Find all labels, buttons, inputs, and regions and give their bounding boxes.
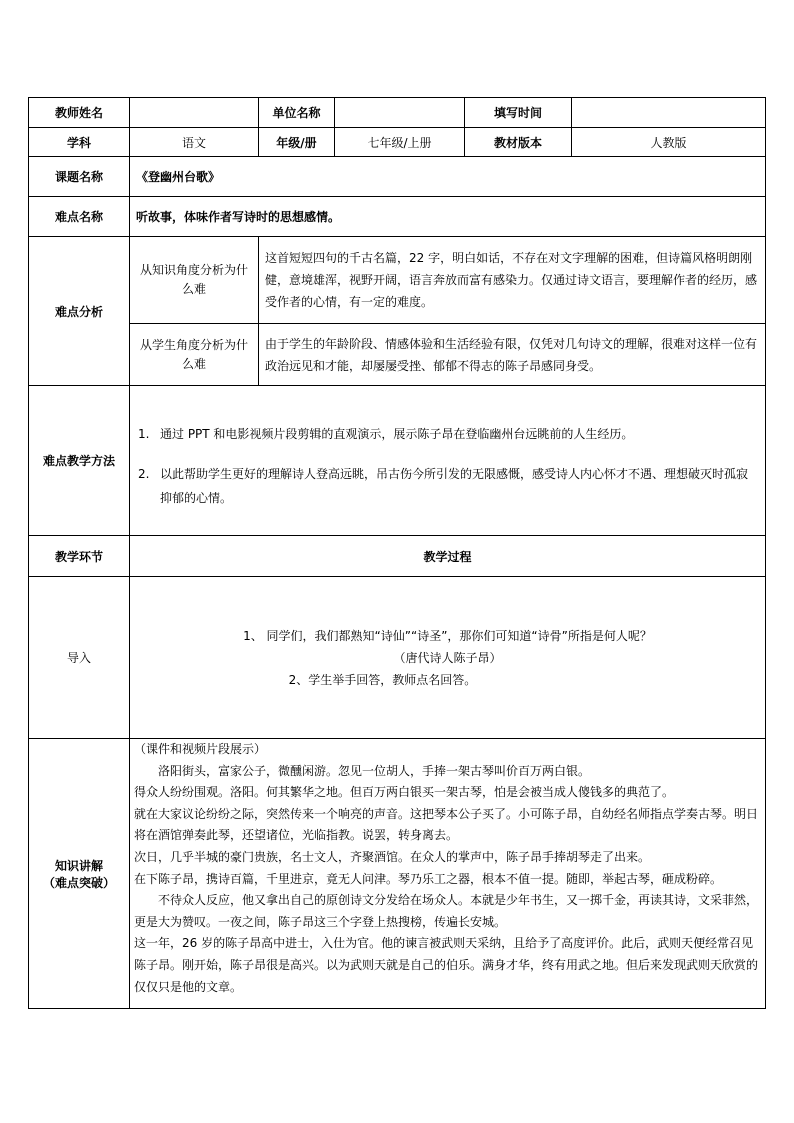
story-paragraph: （课件和视频片段展示） xyxy=(134,742,267,756)
intro-row xyxy=(29,577,766,739)
story-paragraph: 不待众人反应，他又拿出自己的原创诗文分发给在场众人。本就是少年书生，又一掷千金，再读其诗，文采菲然，更是大为赞叹。一夜之间，陈子昂这三个字登上热搜榜，传遍长安城。 xyxy=(134,893,759,929)
knowledge-label-line-2: （难点突破） xyxy=(42,875,115,890)
knowledge-row xyxy=(29,739,766,1009)
story-paragraph: 得众人纷纷围观。洛阳。何其繁华之地。但百万两白银买一架古琴，怕是会被当成人傻钱多的典范了。 xyxy=(134,785,675,800)
method-item xyxy=(138,422,757,446)
difficulty-row xyxy=(29,197,766,237)
knowledge-angle-text: 这首短短四句的千古名篇，22 字，明白如话，不存在对文字理解的困难，但诗篇风格明朗刚健，意境雄浑，视野开阔，语言奔放而富有感染力。仅通过诗文语言，要理解作者的经历，感受作者的心情，有一定的难度。 xyxy=(259,237,766,324)
intro-content xyxy=(130,577,766,739)
teacher-name-label: 教师姓名 xyxy=(29,98,130,128)
difficulty-value: 听故事，体味作者写诗时的思想感情。 xyxy=(130,197,766,237)
process-header: 教学过程 xyxy=(130,536,766,577)
grade-value: 七年级/上册 xyxy=(335,128,465,157)
edition-label: 教材版本 xyxy=(465,128,572,157)
knowledge-angle-label: 从知识角度分析为什么难 xyxy=(130,237,259,324)
method-item-number: 1. xyxy=(138,426,150,441)
method-item xyxy=(138,462,757,510)
student-angle-label: 从学生角度分析为什么难 xyxy=(130,324,259,386)
knowledge-label xyxy=(29,739,130,1009)
subject-value: 语文 xyxy=(130,128,259,157)
story-paragraph: 这一年，26 岁的陈子昂高中进士，入仕为官。他的谏言被武则天采纳，且给予了高度评价。此后，武则天便经常召见陈子昂。刚开始，陈子昂很是高兴。以为武则天就是自己的伯乐。满身才华，终有用武之地。但后来发现武则天欣赏的仅仅只是他的文章。 xyxy=(134,936,759,994)
method-item-text: 通过 PPT 和电影视频片段剪辑的直观演示，展示陈子昂在登临幽州台远眺前的人生经历。 xyxy=(160,426,634,441)
unit-name-value xyxy=(335,98,465,128)
header-row-2 xyxy=(29,128,766,157)
topic-label: 课题名称 xyxy=(29,157,130,197)
intro-label: 导入 xyxy=(29,577,130,739)
method-item-number: 2. xyxy=(138,466,150,481)
analysis-row-knowledge xyxy=(29,237,766,324)
header-row-1 xyxy=(29,98,766,128)
process-header-row xyxy=(29,536,766,577)
method-row xyxy=(29,386,766,536)
analysis-label: 难点分析 xyxy=(29,237,130,386)
edition-value: 人教版 xyxy=(572,128,766,157)
analysis-row-student xyxy=(29,324,766,386)
grade-label: 年级/册 xyxy=(259,128,335,157)
knowledge-story xyxy=(130,739,766,1009)
subject-label: 学科 xyxy=(29,128,130,157)
story-paragraph: 在下陈子昂，携诗百篇，千里进京，竟无人问津。琴乃乐工之器，根本不值一提。随即，举起古琴，砸成粉碎。 xyxy=(134,871,723,886)
intro-line-3: 2、学生举手回答，教师点名回答。 xyxy=(288,672,477,687)
difficulty-label: 难点名称 xyxy=(29,197,130,237)
topic-value: 《登幽州台歌》 xyxy=(130,157,766,197)
unit-name-label: 单位名称 xyxy=(259,98,335,128)
intro-line-2: （唐代诗人陈子昂） xyxy=(393,650,502,665)
student-angle-text: 由于学生的年龄阶段、情感体验和生活经验有限，仅凭对几句诗文的理解，很难对这样一位有政治远见和才能，却屡屡受挫、郁郁不得志的陈子昂感同身受。 xyxy=(259,324,766,386)
knowledge-label-line-1: 知识讲解 xyxy=(54,858,103,873)
teacher-name-value xyxy=(130,98,259,128)
method-label: 难点教学方法 xyxy=(29,386,130,536)
intro-line-1: 1、 同学们，我们都熟知“诗仙”“诗圣”，那你们可知道“诗骨”所指是何人呢？ xyxy=(243,628,652,643)
topic-row xyxy=(29,157,766,197)
stage-header: 教学环节 xyxy=(29,536,130,577)
story-paragraph: 就在大家议论纷纷之际，突然传来一个响亮的声音。这把琴本公子买了。小可陈子昂，自幼经名师指点学奏古琴。明日将在酒馆弹奏此琴，还望诸位，光临指教。说罢，转身离去。 xyxy=(134,806,759,843)
method-item-text: 以此帮助学生更好的理解诗人登高远眺，吊古伤今所引发的无限感慨，感受诗人内心怀才不遇、理想破灭时孤寂抑郁的心情。 xyxy=(160,466,749,505)
lesson-plan-table xyxy=(28,97,766,1009)
fill-date-value xyxy=(572,98,766,128)
story-paragraph: 洛阳街头，富家公子，微醺闲游。忽见一位胡人，手捧一架古琴叫价百万两白银。 xyxy=(134,763,591,778)
method-content xyxy=(130,386,766,536)
story-paragraph: 次日，几乎半城的豪门贵族，名士文人，齐聚酒馆。在众人的掌声中，陈子昂手捧胡琴走了出来。 xyxy=(134,849,651,864)
fill-date-label: 填写时间 xyxy=(465,98,572,128)
